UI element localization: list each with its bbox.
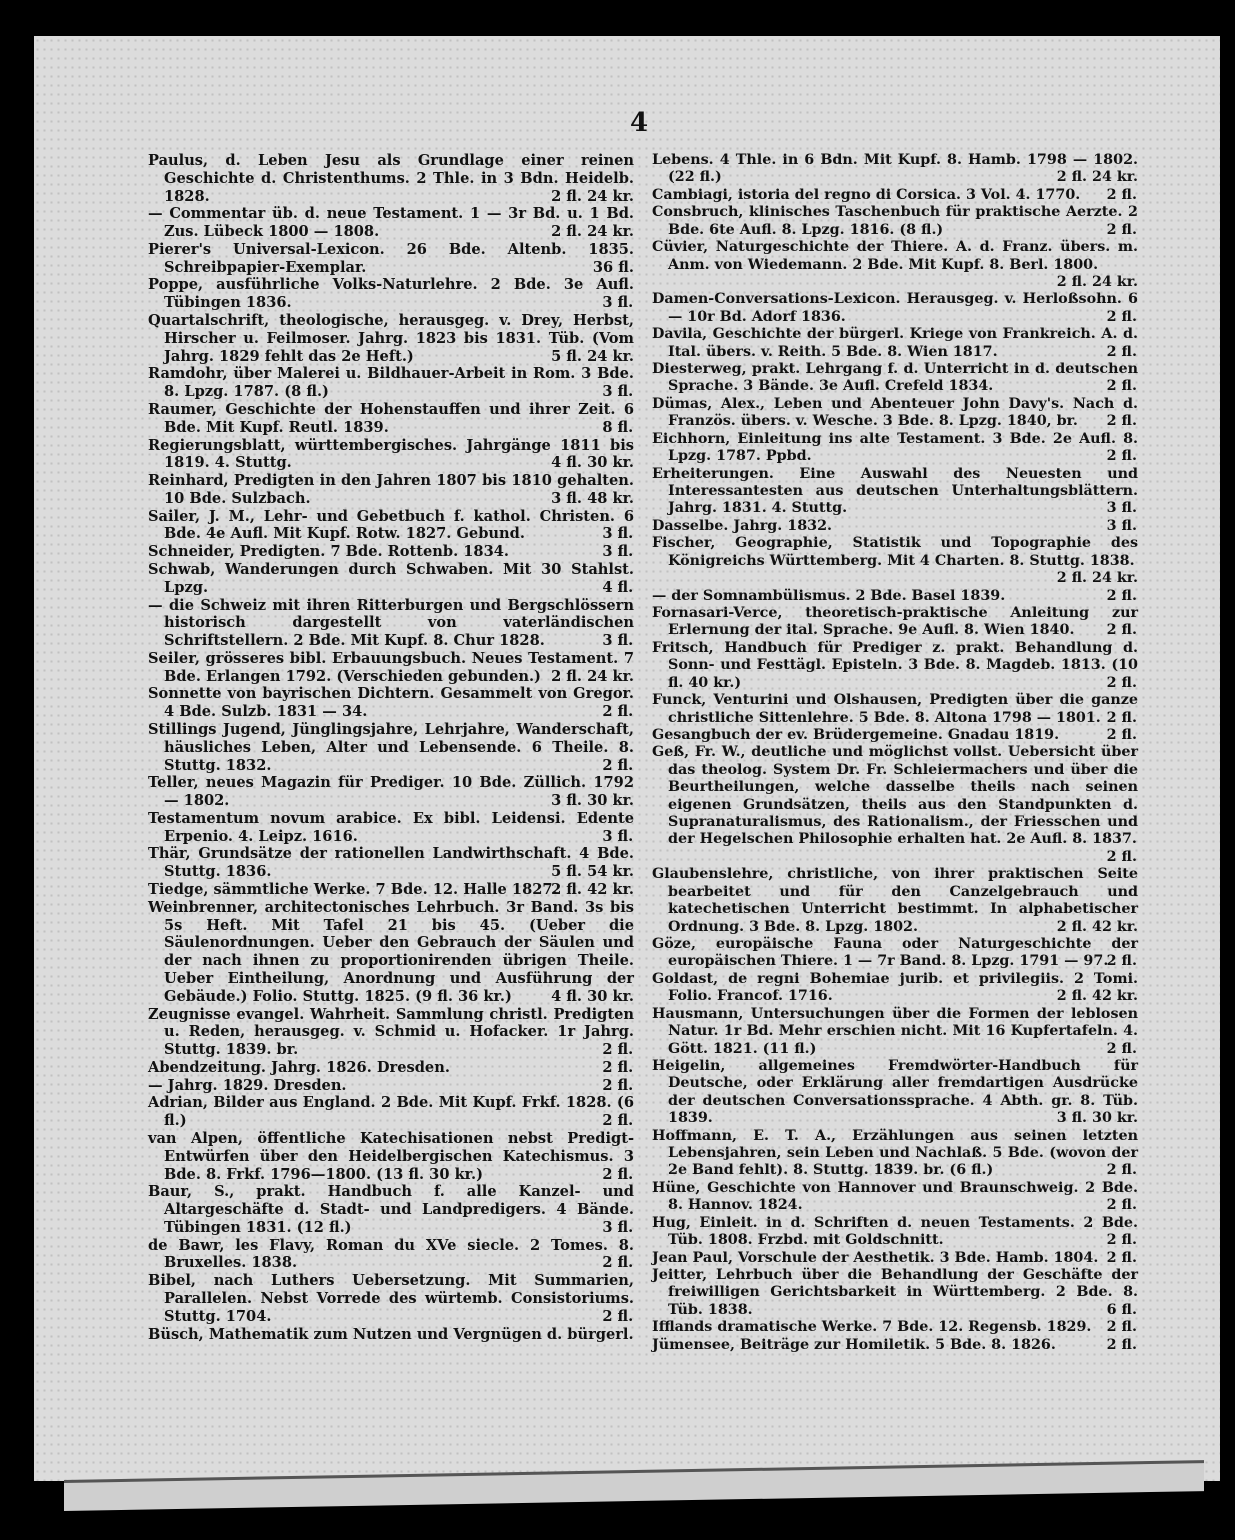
catalog-entry [652,640,1138,692]
entry-price: 3 fl. 30 kr. [551,792,634,810]
entry-price: 6 fl. [1106,1301,1137,1318]
entry-text: Abendzeitung. Jahrg. 1826. Dresden. [148,1058,450,1076]
catalog-entry [652,1319,1138,1336]
entry-price: 2 fl. [1106,378,1137,395]
entry-price: 2 fl. [1106,848,1137,865]
catalog-entry [148,650,634,686]
entry-price: 3 fl. 48 kr. [551,489,634,507]
entry-price: 4 fl. [602,578,634,596]
catalog-entry [652,971,1138,1006]
catalog-entry [148,1094,634,1130]
entry-price: 2 fl. [1106,413,1137,430]
catalog-entry [148,1326,634,1344]
entry-price: 2 fl. [1106,709,1137,726]
entry-text: Bibel, nach Luthers Uebersetzung. Mit Summarien, Parallelen. Nebst Vorrede des würtemb. Consistoriums. Stuttg. 1704. [148,1272,634,1325]
entry-price: 2 fl. [602,1307,634,1325]
entry-price: 2 fl. [602,1165,634,1183]
entry-text: Lebens. 4 Thle. in 6 Bdn. Mit Kupf. 8. Hamb. 1798 — 1802. (22 fl.) [652,152,1138,186]
entry-price: 5 fl. 54 kr. [551,863,634,881]
entry-price: 4 fl. 30 kr. [551,987,634,1005]
catalog-entry [652,1250,1138,1267]
entry-text: Hug, Einleit. in d. Schriften d. neuen Testaments. 2 Bde. Tüb. 1808. Frzbd. mit Goldschnitt. [652,1214,1138,1249]
entry-text: Büsch, Mathematik zum Nutzen und Vergnügen d. bürgerl. [148,1325,634,1343]
catalog-entry [652,1128,1138,1180]
entry-text: Seiler, grösseres bibl. Erbauungsbuch. Neues Testament. 7 Bde. Erlangen 1792. (Verschieden gebunden.) [148,649,634,685]
catalog-entry [652,1337,1138,1354]
entry-text: Reinhard, Predigten in den Jahren 1807 bis 1810 gehalten. 10 Bde. Sulzbach. [148,472,634,507]
catalog-entry [652,326,1138,361]
entry-text: Gesangbuch der ev. Brüdergemeine. Gnadau 1819. [652,726,1060,743]
entry-text: Zeugnisse evangel. Wahrheit. Sammlung christl. Predigten u. Reden, herausgeg. v. Schmid u. Hofacker. 1r Jahrg. Stuttg. 1839. br. [148,1005,634,1059]
catalog-entry [148,312,634,365]
catalog-entry [148,774,634,810]
catalog-entry [652,361,1138,396]
catalog-entry [148,810,634,846]
catalog-entry [148,205,634,241]
entry-text: Ramdohr, über Malerei u. Bildhauer-Arbeit in Rom. 3 Bde. 8. Lpzg. 1787. (8 fl.) [148,365,634,401]
entry-text: Eichhorn, Einleitung ins alte Testament. 3 Bde. 2e Aufl. 8. Lpzg. 1787. Ppbd. [652,430,1138,465]
entry-price: 3 fl. [602,1218,634,1236]
entry-price: 2 fl. [1106,674,1137,691]
catalog-entry [148,401,634,437]
entry-text: Hausmann, Untersuchungen über die Formen der leblosen Natur. 1r Bd. Mehr erschien nicht. Mit 16 Kupfertafeln. 4. Gött. 1821. (11 fl.) [652,1005,1138,1057]
entry-text: Diesterweg, prakt. Lehrgang f. d. Unterricht in d. deutschen Sprache. 3 Bände. 3e Aufl. Crefeld 1834. [652,361,1138,395]
entry-text: Testamentum novum arabice. Ex bibl. Leidensi. Edente Erpenio. 4. Leipz. 1616. [148,809,634,845]
entry-text: Cambiagi, istoria del regno di Corsica. 3 Vol. 4. 1770. [652,186,1081,203]
entry-price: 2 fl. 24 kr. [1056,570,1138,587]
entry-price: 2 fl. [1106,1232,1137,1249]
entry-price: 2 fl. [1106,186,1137,203]
catalog-entry [652,291,1138,326]
entry-price: 2 fl. [1106,587,1137,604]
entry-price: 3 fl. [1106,500,1137,517]
entry-price: 3 fl. [602,543,634,561]
entry-text: Ifflands dramatische Werke. 7 Bde. 12. Regensb. 1829. [652,1319,1092,1336]
entry-price: 2 fl. [602,1112,634,1130]
entry-text: — der Somnambülismus. 2 Bde. Basel 1839. [652,587,1006,604]
entry-text: Göze, europäische Fauna oder Naturgeschichte der europäischen Thiere. 1 — 7r Band. 8. Lpzg. 1791 — 97. [652,935,1138,970]
entry-text: Damen-Conversations-Lexicon. Herausgeg. v. Herloßsohn. 6 — 10r Bd. Adorf 1836. [652,291,1138,325]
entry-text: Sonnette von bayrischen Dichtern. Gesammelt von Gregor. 4 Bde. Sulzb. 1831 — 34. [148,685,634,721]
entry-text: Schneider, Predigten. 7 Bde. Rottenb. 1834. [148,543,509,561]
entry-price: 2 fl. [602,1076,634,1094]
catalog-entry [148,1237,634,1273]
entry-text: Tiedge, sämmtliche Werke. 7 Bde. 12. Halle 1827. [148,881,558,899]
catalog-entry [652,744,1138,866]
catalog-entry [148,241,634,277]
catalog-entry [652,588,1138,605]
entry-text: Jean Paul, Vorschule der Aesthetik. 3 Bde. Hamb. 1804. [652,1249,1099,1266]
entry-text: Fornasari-Verce, theoretisch-praktische Anleitung zur Erlernung der ital. Sprache. 9e Aufl. 8. Wien 1840. [652,604,1138,639]
catalog-entry [148,1059,634,1077]
page-number: 4 [630,108,649,138]
catalog-entry [652,727,1138,744]
entry-text: Hüne, Geschichte von Hannover und Braunschweig. 2 Bde. 8. Hannov. 1824. [652,1179,1138,1214]
entry-text: Adrian, Bilder aus England. 2 Bde. Mit Kupf. Frkf. 1828. (6 fl.) [148,1094,634,1130]
entry-text: Pierer's Universal-Lexicon. 26 Bde. Altenb. 1835. Schreibpapier-Exemplar. [148,240,634,276]
entry-price: 2 fl. [602,1254,634,1272]
entry-price: 2 fl. 42 kr. [551,881,634,899]
entry-price: 2 fl. [1106,221,1137,238]
entry-text: de Bawr, les Flavy, Roman du XVe siecle. 2 Tomes. 8. Bruxelles. 1838. [148,1236,634,1272]
entry-text: Paulus, d. Leben Jesu als Grundlage einer reinen Geschichte d. Christenthums. 2 Thle. in 3 Bdn. Heidelb. 1828. [148,152,634,205]
catalog-entry [148,472,634,508]
entry-price: 2 fl. [1106,1040,1137,1057]
entry-text: Dümas, Alex., Leben und Abenteuer John Davy's. Nach d. Französ. übers. v. Wesche. 3 Bde. 8. Lpzg. 1840, br. [652,395,1138,430]
catalog-entry [652,239,1138,291]
entry-text: Jümensee, Beiträge zur Homiletik. 5 Bde. 8. 1826. [652,1336,1056,1353]
entry-text: Davila, Geschichte der bürgerl. Kriege von Frankreich. A. d. Ital. übers. v. Reith. 5 Bde. 8. Wien 1817. [652,326,1138,360]
entry-price: 3 fl. [602,294,634,312]
entry-text: Fischer, Geographie, Statistik und Topographie des Königreichs Württemberg. Mit 4 Charten. 8. Stuttg. 1838. [652,535,1138,569]
entry-text: Fritsch, Handbuch für Prediger z. prakt. Behandlung d. Sonn- und Festtägl. Episteln. 3 Bde. 8. Magdeb. 1813. (10 fl. 40 kr.) [652,639,1138,691]
entry-text: Weinbrenner, architectonisches Lehrbuch. 3r Band. 3s bis 5s Heft. Mit Tafel 21 bis 45. (Ueber die Säulenordnungen. Ueber den Gebrauch der Säulen und der nach ihnen zu proportionirenden übrigen Theile. Ueber Eintheilung, Anordnung und Ausführung der Gebäude.) Folio. Stuttg. 1825. (9 fl. 36 kr.) [148,898,634,1005]
catalog-entry [652,535,1138,587]
catalog-entry [148,899,634,1006]
catalog-entry [148,1130,634,1183]
entry-price: 2 fl. [1106,448,1137,465]
entry-price: 3 fl. [602,525,634,543]
entry-price: 2 fl. 24 kr. [551,187,634,205]
catalog-entry [652,431,1138,466]
entry-text: Cüvier, Naturgeschichte der Thiere. A. d. Franz. übers. m. Anm. von Wiedemann. 2 Bde. Mit Kupf. 8. Berl. 1800. [652,239,1138,273]
entry-text: Funck, Venturini und Olshausen, Predigten über die ganze christliche Sittenlehre. 5 Bde. 8. Altona 1798 — 1801. [652,692,1138,726]
catalog-entry [148,845,634,881]
catalog-entry [148,881,634,899]
entry-price: 4 fl. 30 kr. [551,454,634,472]
entry-price: 2 fl. 24 kr. [551,223,634,241]
catalog-entry [652,866,1138,936]
catalog-entry [148,152,634,205]
entry-text: Glaubenslehre, christliche, von ihrer praktischen Seite bearbeitet und für den Canzelgebrauch und katechetischen Unterricht bestimmt. In alphabetischer Ordnung. 3 Bde. 8. Lpzg. 1802. [652,866,1138,935]
entry-text: — Commentar üb. d. neue Testament. 1 — 3r Bd. u. 1 Bd. Zus. Lübeck 1800 — 1808. [148,205,634,241]
entry-text: Heigelin, allgemeines Fremdwörter-Handbuch für Deutsche, oder Erklärung aller fremdartigen Ausdrücke der deutschen Conversationssprache. 4 Abth. gr. 8. Tüb. 1839. [652,1057,1138,1127]
entry-price: 2 fl. [1106,308,1137,325]
catalog-entry [148,1272,634,1325]
catalog-entry [148,597,634,650]
entry-text: Schwab, Wanderungen durch Schwaben. Mit 30 Stahlst. Lpzg. [148,560,634,596]
entry-price: 2 fl. 24 kr. [551,667,634,685]
entry-text: Poppe, ausführliche Volks-Naturlehre. 2 Bde. 3e Aufl. Tübingen 1836. [148,276,634,312]
catalog-entry [148,721,634,774]
entry-text: Stillings Jugend, Jünglingsjahre, Lehrjahre, Wanderschaft, häusliches Leben, Alter und Lebensende. 6 Theile. 8. Stuttg. 1832. [148,721,634,774]
entry-price: 2 fl. 42 kr. [1056,988,1138,1005]
catalog-entry [148,276,634,312]
entry-text: Jeitter, Lehrbuch über die Behandlung der Geschäfte der freiwilligen Gerichtsbarkeit in Württemberg. 2 Bde. 8. Tüb. 1838. [652,1267,1138,1318]
catalog-entry [652,1180,1138,1215]
left-column [148,152,634,1343]
catalog-entry [652,1058,1138,1128]
entry-price: 2 fl. [1106,1197,1137,1214]
entry-price: 2 fl. [602,756,634,774]
catalog-entry [148,1077,634,1095]
entry-price: 3 fl. [602,632,634,650]
entry-text: van Alpen, öffentliche Katechisationen nebst Predigt-Entwürfen über den Heidelbergischen Katechismus. 3 Bde. 8. Frkf. 1796—1800. (13 fl. 30 kr.) [148,1129,634,1183]
entry-price: 2 fl. [1106,1336,1137,1353]
entry-price: 3 fl. [602,383,634,401]
entry-price: 3 fl. [1106,517,1137,534]
catalog-entry [148,1183,634,1236]
catalog-entry [652,187,1138,204]
entry-price: 3 fl. [602,827,634,845]
entry-text: Hoffmann, E. T. A., Erzählungen aus seinen letzten Lebensjahren, sein Leben und Nachlaß. 5 Bde. (wovon der 2e Band fehlt). 8. Stuttg. 1839. br. (6 fl.) [652,1127,1138,1179]
catalog-entry [652,152,1138,187]
entry-price: 3 fl. 30 kr. [1056,1110,1138,1127]
catalog-entry [148,508,634,544]
catalog-entry [148,365,634,401]
catalog-entry [652,1267,1138,1319]
catalog-entry [652,466,1138,518]
entry-price: 8 fl. [602,418,634,436]
entry-text: — die Schweiz mit ihren Ritterburgen und Bergschlössern historisch dargestellt von vaterländischen Schriftstellern. 2 Bde. Mit Kupf. 8. Chur 1828. [148,596,634,650]
entry-price: 2 fl. [1106,1162,1137,1179]
entry-price: 2 fl. 24 kr. [1056,273,1138,290]
entry-text: Sailer, J. M., Lehr- und Gebetbuch f. kathol. Christen. 6 Bde. 4e Aufl. Mit Kupf. Rotw. 1827. Gebund. [148,507,634,543]
catalog-entry [148,543,634,561]
entry-text: Teller, neues Magazin für Prediger. 10 Bde. Züllich. 1792 — 1802. [148,774,634,810]
entry-text: Geß, Fr. W., deutliche und möglichst vollst. Uebersicht über das theolog. System Dr. Fr. Schleiermachers und über die Beurtheilungen, welche dasselbe theils nach seinen eigenen Grundsätzen, theils aus den Standpunkten d. Supranaturalismus, des Rationalism., der Friesschen und der Hegelschen Philosophie erhalten hat. 2e Aufl. 8. 1837. [652,744,1138,848]
entry-text: Goldast, de regni Bohemiae jurib. et privilegiis. 2 Tomi. Folio. Francof. 1716. [652,970,1138,1005]
catalog-entry [148,437,634,473]
catalog-entry [148,561,634,597]
entry-price: 2 fl. [602,1041,634,1059]
entry-price: 2 fl. [1106,953,1137,970]
entry-price: 2 fl. [602,1058,634,1076]
entry-text: Consbruch, klinisches Taschenbuch für praktische Aerzte. 2 Bde. 6te Aufl. 8. Lpzg. 1816. (8 fl.) [652,204,1138,238]
entry-price: 2 fl. 42 kr. [1056,918,1138,935]
entry-text: — Jahrg. 1829. Dresden. [148,1076,347,1094]
entry-price: 2 fl. [602,703,634,721]
entry-text: Erheiterungen. Eine Auswahl des Neuesten und Interessantesten aus deutschen Unterhaltungsblättern. Jahrg. 1831. 4. Stuttg. [652,465,1138,517]
entry-price: 36 fl. [592,258,634,276]
entry-price: 2 fl. [1106,343,1137,360]
entry-text: Quartalschrift, theologische, herausgeg. v. Drey, Herbst, Hirscher u. Feilmoser. Jahrg. 1823 bis 1831. Tüb. (Vom Jahrg. 1829 fehlt das 2e Heft.) [148,312,634,365]
entry-text: Dasselbe. Jahrg. 1832. [652,517,833,534]
entry-price: 2 fl. 24 kr. [1056,169,1138,186]
catalog-entry [148,685,634,721]
right-column [652,152,1138,1354]
catalog-entry [652,605,1138,640]
entry-text: Baur, S., prakt. Handbuch f. alle Kanzel- und Altargeschäfte d. Stadt- und Landpredigers. 4 Bände. Tübingen 1831. (12 fl.) [148,1183,634,1236]
catalog-entry [652,396,1138,431]
catalog-entry [652,518,1138,535]
entry-price: 2 fl. [1106,726,1137,743]
entry-price: 5 fl. 24 kr. [551,347,634,365]
catalog-entry [148,1006,634,1059]
entry-price: 2 fl. [1106,1249,1137,1266]
catalog-entry [652,204,1138,239]
entry-text: Thär, Grundsätze der rationellen Landwirthschaft. 4 Bde. Stuttg. 1836. [148,845,634,881]
catalog-entry [652,1006,1138,1058]
catalog-entry [652,1215,1138,1250]
entry-price: 2 fl. [1106,1319,1137,1336]
catalog-entry [652,692,1138,727]
catalog-entry [652,936,1138,971]
entry-price: 2 fl. [1106,622,1137,639]
entry-text: Regierungsblatt, württembergisches. Jahrgänge 1811 bis 1819. 4. Stuttg. [148,436,634,472]
entry-text: Raumer, Geschichte der Hohenstauffen und ihrer Zeit. 6 Bde. Mit Kupf. Reutl. 1839. [148,400,634,436]
